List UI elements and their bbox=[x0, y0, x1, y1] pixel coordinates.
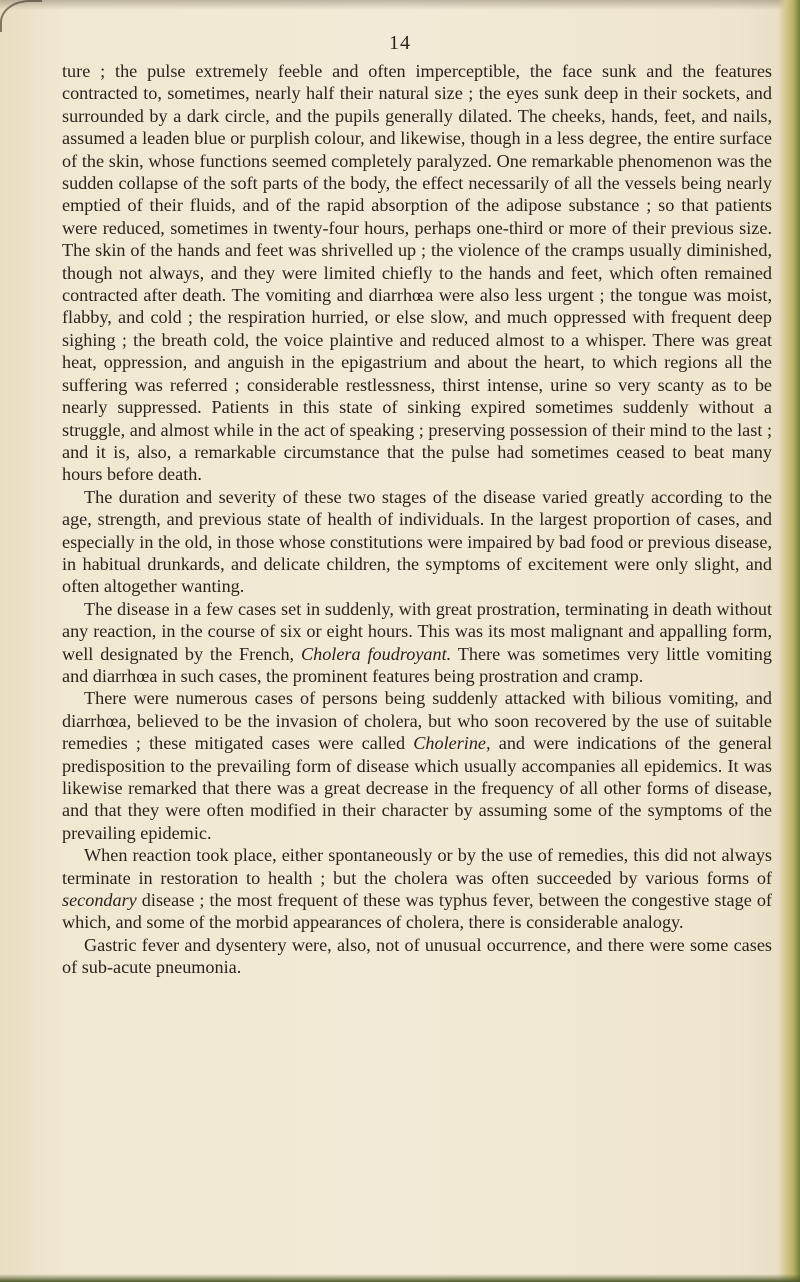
paragraph bbox=[62, 844, 772, 934]
paragraph bbox=[62, 598, 772, 688]
paragraph-text: and were indications of the general predisposition to the prevailing form of disease which usually accompanies all epidemics. It was likewise remarked that there was a great decrease in the frequency of all other forms of disease, and that they were often modified in their character by assuming some of the symptoms of the prevailing epidemic. bbox=[62, 733, 772, 843]
paragraph-text: When reaction took place, either spontaneously or by the use of remedies, this did not always terminate in restoration to health ; but the cholera was often succeeded by various forms of bbox=[62, 845, 772, 888]
italic-term: Cholera foudroyant. bbox=[300, 643, 452, 664]
italic-term: secondary bbox=[62, 890, 137, 911]
page-bottom-edge bbox=[0, 1274, 800, 1282]
page-right-edge bbox=[778, 0, 800, 1282]
body-text bbox=[62, 60, 772, 979]
paragraph-text: There were numerous cases of persons being suddenly attacked with bilious vomiting, and diarrhœa, believed to be the invasion of cholera, but who soon recovered by the use of suitable remedies ; these mitigated cases were called bbox=[62, 688, 772, 754]
top-edge-shadow bbox=[0, 0, 800, 10]
paragraph bbox=[62, 687, 772, 844]
paragraph-text: disease ; the most frequent of these was typhus fever, between the congestive stage of which, and some of the morbid appearances of cholera, there is considerable analogy. bbox=[62, 890, 772, 933]
paragraph-text: There was sometimes very little vomiting and diarrhœa in such cases, the prominent features being prostration and cramp. bbox=[62, 643, 772, 686]
paragraph: ture ; the pulse extremely feeble and often imperceptible, the face sunk and the features contracted to, sometimes, nearly half their natural size ; the eyes sunk deep in their sockets, and surrounded by a dark circle, and the pupils generally dilated. The cheeks, hands, feet, and nails, assumed a leaden blue or purplish colour, and likewise, though in a less degree, the entire surface of the skin, whose functions seemed completely paralyzed. One remarkable phenomenon was the sudden collapse of the soft parts of the body, the effect necessarily of all the vessels being nearly emptied of their fluids, and of the rapid absorption of the adipose substance ; so that patients were reduced, sometimes in twenty-four hours, perhaps one-third or more of their previous size. The skin of the hands and feet was shrivelled up ; the violence of the cramps usually diminished, though not always, and they were limited chiefly to the hands and feet, which often remained contracted after death. The vomiting and diarrhœa were also less urgent ; the tongue was moist, flabby, and cold ; the respiration hurried, or else slow, and much oppressed with frequent deep sighing ; the breath cold, the voice plaintive and reduced almost to a whisper. There was great heat, oppression, and anguish in the epigastrium and about the heart, to which regions all the suffering was referred ; considerable restlessness, thirst intense, urine so very scanty as to be nearly suppressed. Patients in this state of sinking expired sometimes suddenly without a struggle, and almost while in the act of speaking ; preserving possession of their mind to the last ; and it is, also, a remarkable circumstance that the pulse had sometimes ceased to beat many hours before death. bbox=[62, 61, 772, 485]
paragraph: The duration and severity of these two stages of the disease varied greatly according to the age, strength, and previous state of health of individuals. In the largest proportion of cases, and especially in the old, in those whose constitutions were impaired by bad food or previous disease, in habitual drunkards, and delicate children, the symptoms of excitement were only slight, and often altogether wanting. bbox=[62, 486, 772, 597]
italic-term: Cholerine, bbox=[413, 733, 491, 754]
paragraph: Gastric fever and dysentery were, also, not of unusual occurrence, and there were some cases of sub-acute pneumonia. bbox=[62, 934, 772, 978]
paragraph-text: The disease in a few cases set in suddenly, with great prostration, terminating in death without any reaction, in the course of six or eight hours. This was its most malignant and appalling form, well designated by the French, bbox=[62, 598, 772, 664]
page-number: 14 bbox=[389, 32, 411, 54]
